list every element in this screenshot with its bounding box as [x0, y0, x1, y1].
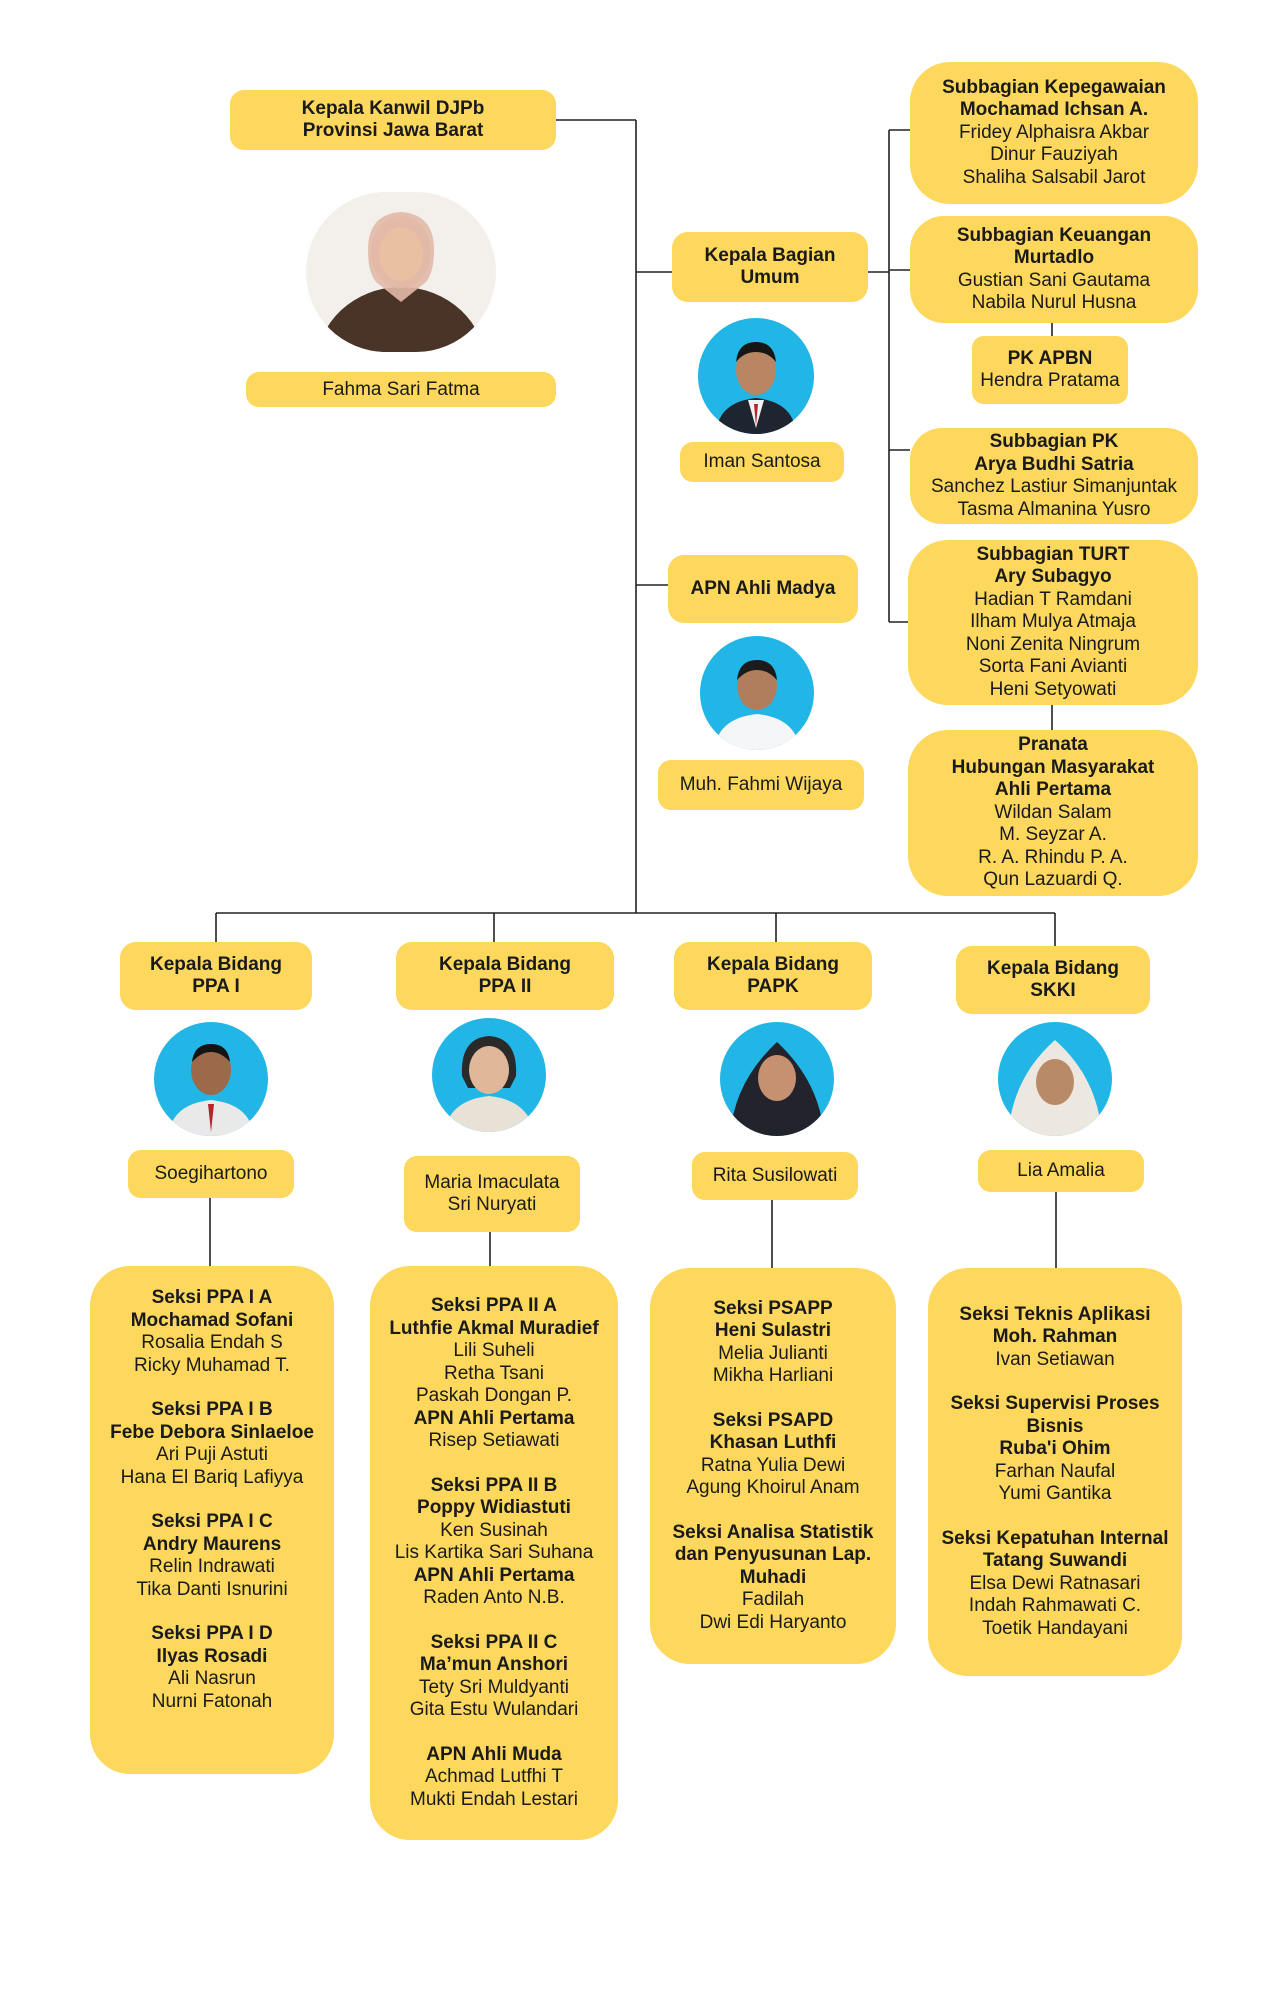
member: Ratna Yulia Dewi [700, 1454, 846, 1476]
subbag-keu-title: Subbagian Keuangan [956, 224, 1152, 246]
person-photo-icon [432, 1018, 546, 1132]
member: Relin Indrawati [149, 1556, 275, 1577]
subbagian-turt-box [908, 540, 1198, 705]
subbag-turt-chief: Ary Subagyo [994, 566, 1112, 588]
bidang-title-line1: Kepala Bidang [439, 953, 571, 975]
bidang-title-line2: SKKI [1030, 980, 1076, 1001]
member: Risep Setiawati [428, 1430, 560, 1451]
kepala-bidang-ppa2-photo [432, 1018, 546, 1132]
pranata-humas-box [908, 730, 1198, 896]
pranata-title-line3: Ahli Pertama [994, 779, 1112, 801]
member: Yumi Gantika [998, 1483, 1112, 1505]
pk-apbn-box [972, 336, 1128, 404]
kepala-bidang-papk-photo [720, 1022, 834, 1136]
seksi-title: Seksi PSAPP [713, 1297, 833, 1319]
member: R. A. Rhindu P. A. [978, 846, 1128, 868]
member: Gita Estu Wulandari [409, 1699, 579, 1720]
member: Rosalia Endah S [141, 1332, 283, 1353]
kepala-bidang-ppa1-photo [154, 1022, 268, 1136]
person-photo-icon [306, 192, 496, 352]
seksi-title: Seksi PPA I B [151, 1399, 273, 1420]
pk-apbn-title: PK APBN [1007, 347, 1093, 369]
member: Elsa Dewi Ratnasari [969, 1572, 1141, 1594]
seksi-chief: Andry Maurens [142, 1533, 282, 1555]
member: Gustian Sani Gautama [957, 269, 1151, 291]
member: Ricky Muhamad T. [134, 1354, 290, 1376]
member: Hana El Bariq Lafiyya [120, 1466, 304, 1488]
subbagian-keuangan-box [910, 216, 1198, 323]
seksi-chief: Ruba'i Ohim [999, 1438, 1111, 1460]
apn-title: APN Ahli Pertama [413, 1407, 575, 1429]
member: Melia Julianti [718, 1342, 828, 1364]
member: Raden Anto N.B. [423, 1587, 565, 1608]
seksi-title: Seksi PPA II A [430, 1295, 557, 1316]
seksi-chief: Tatang Suwandi [982, 1550, 1128, 1572]
subbag-kepeg-chief: Mochamad Ichsan A. [959, 99, 1149, 121]
subbag-kepeg-title: Subbagian Kepegawaian [942, 76, 1166, 98]
member: Hadian T Ramdani [974, 588, 1132, 610]
kepala-bidang-skki-photo [998, 1022, 1112, 1136]
member: Tety Sri Muldyanti [419, 1676, 569, 1698]
member: Fridey Alphaisra Akbar [958, 121, 1150, 143]
member: Indah Rahmawati C. [968, 1595, 1142, 1617]
member: Sorta Fani Avianti [978, 656, 1128, 678]
bidang-title-line2: PPA I [192, 976, 240, 997]
subbag-turt-title: Subbagian TURT [976, 543, 1130, 565]
person-photo-icon [154, 1022, 268, 1136]
person-photo-icon [698, 318, 814, 434]
member: Dwi Edi Haryanto [699, 1611, 847, 1633]
member: Fadilah [741, 1589, 805, 1611]
member: Ivan Setiawan [995, 1348, 1115, 1370]
kepala-bagian-umum-box [672, 232, 868, 302]
subbagian-kepegawaian-box [910, 62, 1198, 204]
umum-title-line2: Umum [740, 267, 800, 288]
kepala-bidang-ppa1-box [120, 942, 312, 1010]
person-photo-icon [720, 1022, 834, 1136]
seksi-title: Seksi Analisa Statistik [672, 1521, 874, 1543]
member: Ken Susinah [440, 1519, 548, 1541]
bidang-title-line2: PAPK [747, 976, 799, 997]
member: Farhan Naufal [994, 1460, 1116, 1482]
kepala-kanwil-photo [306, 192, 496, 352]
member: Agung Khoirul Anam [686, 1477, 860, 1499]
seksi-title-line2: Bisnis [1026, 1415, 1084, 1437]
bidang-title-line2: PPA II [478, 976, 532, 997]
seksi-title: Seksi PPA I A [151, 1287, 273, 1308]
member: Nurni Fatonah [151, 1690, 273, 1712]
member: Dinur Fauziyah [990, 144, 1118, 166]
pranata-title-line1: Pranata [1018, 734, 1088, 756]
person-photo-icon [700, 636, 814, 750]
apn-ahli-madya-photo [700, 636, 814, 750]
person-photo-icon [998, 1022, 1112, 1136]
member: Retha Tsani [444, 1362, 544, 1384]
seksi-title: Seksi PPA I D [151, 1623, 273, 1644]
seksi-chief: Khasan Luthfi [709, 1432, 837, 1454]
seksi-chief: Mochamad Sofani [130, 1309, 294, 1331]
seksi-title: Seksi PPA I C [151, 1511, 273, 1532]
seksi-title: Seksi Supervisi Proses [950, 1393, 1160, 1415]
kepala-bidang-papk-name: Rita Susilowati [692, 1152, 858, 1200]
member: Qun Lazuardi Q. [983, 869, 1123, 891]
kepala-bidang-ppa2-box [396, 942, 614, 1010]
member: Paskah Dongan P. [416, 1385, 572, 1406]
bidang-title-line1: Kepala Bidang [987, 957, 1119, 979]
seksi-ppa1-box [90, 1266, 334, 1774]
seksi-ppa2-box [370, 1266, 618, 1840]
seksi-title: Seksi PPA II B [430, 1474, 558, 1496]
subbagian-pk-box [910, 428, 1198, 524]
member: Noni Zenita Ningrum [965, 633, 1141, 655]
bidang-title-line1: Kepala Bidang [707, 953, 839, 975]
seksi-chief: Febe Debora Sinlaeloe [110, 1421, 314, 1443]
seksi-chief: Luthfie Akmal Muradief [389, 1317, 599, 1339]
subbag-pk-chief: Arya Budhi Satria [974, 453, 1134, 475]
seksi-chief: Poppy Widiastuti [417, 1497, 571, 1518]
kepala-bidang-skki-box [956, 946, 1150, 1014]
member: Ari Puji Astuti [156, 1444, 268, 1465]
kepala-bidang-skki-name: Lia Amalia [978, 1150, 1144, 1192]
member: Lis Kartika Sari Suhana [394, 1542, 594, 1563]
kepala-bagian-umum-name: Iman Santosa [680, 442, 844, 482]
seksi-title: Seksi Teknis Aplikasi [959, 1303, 1151, 1325]
seksi-title: Seksi PPA II C [430, 1631, 558, 1653]
member: Ilham Mulya Atmaja [970, 611, 1136, 633]
seksi-chief: Moh. Rahman [992, 1326, 1118, 1348]
apn-title: APN Ahli Pertama [413, 1564, 575, 1586]
seksi-chief: Ilyas Rosadi [156, 1645, 268, 1667]
member: Nabila Nurul Husna [971, 292, 1137, 313]
member: Mikha Harliani [712, 1365, 834, 1387]
subbag-pk-title: Subbagian PK [989, 431, 1119, 452]
seksi-papk-box [650, 1268, 896, 1664]
pranata-title-line2: Hubungan Masyarakat [951, 756, 1155, 778]
member: Shaliha Salsabil Jarot [962, 166, 1146, 188]
member: Hendra Pratama [980, 370, 1120, 391]
member: Lili Suheli [453, 1340, 535, 1361]
subbag-keu-chief: Murtadlo [1013, 247, 1095, 268]
kepala-kanwil-title-line2: Provinsi Jawa Barat [302, 120, 484, 141]
bidang-title-line1: Kepala Bidang [150, 953, 282, 975]
kepala-kanwil-name: Fahma Sari Fatma [246, 372, 556, 407]
kepala-bagian-umum-photo [698, 318, 814, 434]
member: Tika Danti Isnurini [136, 1578, 288, 1600]
member: Wildan Salam [994, 801, 1112, 823]
kepala-bidang-papk-box [674, 942, 872, 1010]
member: Sanchez Lastiur Simanjuntak [930, 476, 1178, 497]
seksi-title: Seksi Kepatuhan Internal [941, 1527, 1169, 1549]
member: M. Seyzar A. [999, 824, 1107, 846]
member: Heni Setyowati [989, 678, 1117, 700]
kepala-bidang-ppa2-name: Maria Imaculata Sri Nuryati [404, 1156, 580, 1232]
apn-madya-title: APN Ahli Madya [690, 577, 836, 599]
member: Mukti Endah Lestari [410, 1788, 578, 1810]
apn-muda-title: APN Ahli Muda [426, 1743, 562, 1765]
member: Toetik Handayani [982, 1617, 1128, 1639]
apn-ahli-madya-name: Muh. Fahmi Wijaya [658, 760, 864, 810]
member: Tasma Almanina Yusro [957, 498, 1151, 520]
kepala-bidang-ppa1-name: Soegihartono [128, 1150, 294, 1198]
seksi-chief: Heni Sulastri [714, 1320, 832, 1342]
kepala-kanwil-title-line1: Kepala Kanwil DJPb [301, 97, 485, 119]
seksi-chief: Muhadi [739, 1566, 807, 1588]
seksi-title-line2: dan Penyusunan Lap. [674, 1544, 872, 1566]
kepala-kanwil-box [230, 90, 556, 150]
seksi-skki-box [928, 1268, 1182, 1676]
seksi-title: Seksi PSAPD [712, 1409, 834, 1431]
apn-ahli-madya-box [668, 555, 858, 623]
member: Achmad Lutfhi T [424, 1766, 563, 1787]
member: Ali Nasrun [168, 1668, 256, 1689]
umum-title-line1: Kepala Bagian [704, 244, 836, 266]
seksi-chief: Ma’mun Anshori [419, 1654, 569, 1675]
